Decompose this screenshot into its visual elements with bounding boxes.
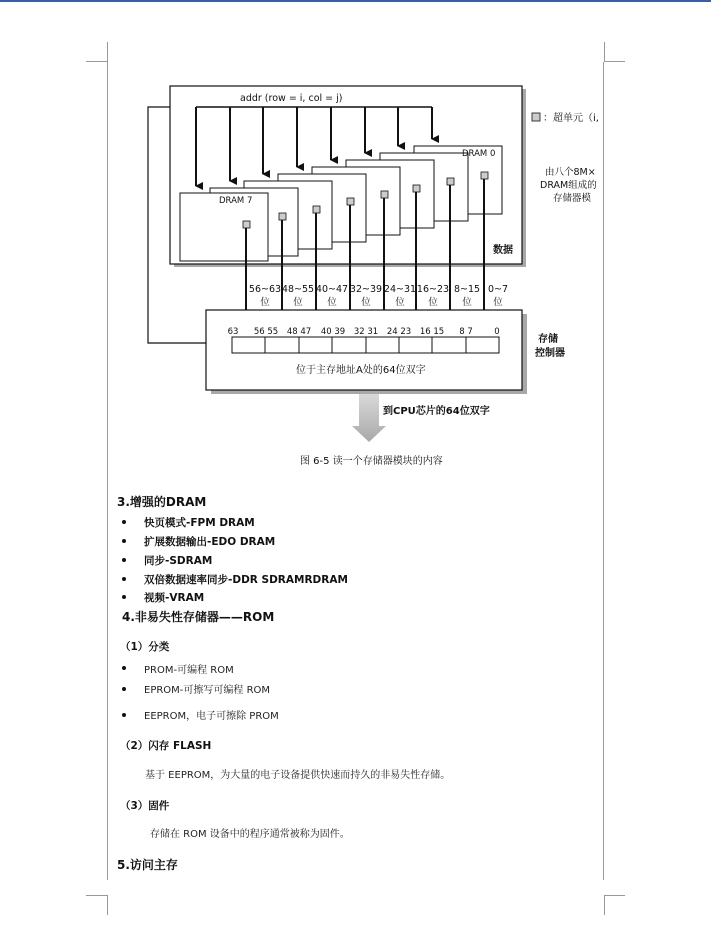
controller-label-1: 存储 [538,334,558,345]
side-note-line-2: DRAM组成的 [540,180,597,191]
bullet-dot [122,713,126,717]
legend-supercell-square [532,113,540,121]
s3-item-4: 双倍数据速率同步-DDR SDRAMRDRAM [144,574,348,586]
bit-suffix-3: 位 [361,297,371,308]
word-register [232,337,499,353]
s4-item-2: EPROM-可擦写可编程 ROM [144,685,271,696]
bullet-dot [122,577,126,581]
section-5-title: 5.访问主存 [117,858,178,872]
s3-item-1: 快页模式-FPM DRAM [144,517,255,529]
bullet-dot [122,666,126,670]
s3-item-3: 同步-SDRAM [144,555,213,567]
bit-suffix-2: 位 [327,297,337,308]
bit-suffix-1: 位 [293,297,303,308]
s4-subtitle-2: （2）闪存 FLASH [120,740,212,752]
crop-mark-br-v [604,895,605,915]
crop-mark-br-h [604,895,625,896]
bit-number-1: 56 55 [253,327,279,337]
section-4-title: 4.非易失性存储器——ROM [122,610,275,624]
bit-number-3: 40 39 [320,327,346,337]
bit-group-7: 0~7 [487,284,509,295]
to-cpu-label: 到CPU芯片的64位双字 [383,406,490,417]
bullet-dot [122,558,126,562]
section-3-title [117,493,206,510]
dram-0-label: DRAM 0 [462,149,496,159]
bit-group-5: 16~23 [416,284,450,295]
data-label: 数据 [493,245,513,256]
bit-suffix-5: 位 [428,297,438,308]
s3-item-5: 视频-VRAM [144,592,205,604]
section-3-title-text: 3.增强的DRAM [117,495,207,509]
bullet-dot [122,520,126,524]
bit-group-1: 48~55 [281,284,315,295]
bit-number-7: 8 7 [459,327,473,337]
memory-module-figure [0,2,711,482]
bullet-dot [122,687,126,691]
bit-group-3: 32~39 [349,284,383,295]
s4-item-1: PROM-可编程 ROM [144,665,234,676]
bit-number-2: 48 47 [286,327,312,337]
bit-group-labels [249,284,508,308]
legend-supercell-text: ：超单元（i, [543,113,599,124]
s4-item-3: EEPROM，电子可擦除 PROM [144,711,279,722]
crop-mark-bl-h [86,895,107,896]
bit-number-0: 63 [227,327,239,337]
s4-subtitle-1: （1）分类 [120,641,170,653]
s4-firmware-text: 存储在 ROM 设备中的程序通常被称为固件。 [150,829,350,840]
addr-label: addr (row = i, col = j) [240,93,343,104]
s4-subtitle-3: （3）固件 [120,800,170,812]
to-cpu-arrow [352,394,386,442]
bit-number-6: 16 15 [419,327,445,337]
figure-caption: 图 6-5 读一个存储器模块的内容 [300,456,443,467]
s3-item-2: 扩展数据输出-EDO DRAM [144,536,276,548]
bit-suffix-6: 位 [462,297,472,308]
bit-group-2: 40~47 [315,284,349,295]
dram-7-label: DRAM 7 [219,196,253,206]
crop-mark-bl-v [107,895,108,915]
bit-suffix-0: 位 [260,297,270,308]
bit-number-5: 24 23 [386,327,412,337]
bit-suffix-4: 位 [395,297,405,308]
controller-label-2: 控制器 [535,348,565,359]
word-label: 位于主存地址A处的64位双字 [296,365,426,376]
bit-number-4: 32 31 [353,327,379,337]
side-note-line-1: 由八个8M× [545,167,596,178]
bit-number-8: 0 [494,327,500,337]
s4-flash-text: 基于 EEPROM，为大量的电子设备提供快速而持久的非易失性存储。 [145,770,451,781]
bit-group-0: 56~63 [248,284,282,295]
bit-group-4: 24~31 [383,284,417,295]
bit-suffix-7: 位 [493,297,503,308]
bullet-dot [122,595,126,599]
side-note-line-3: 存储器模 [553,193,592,204]
bit-group-6: 8~15 [453,284,481,295]
bit-number-labels [228,327,500,337]
bullet-dot [122,539,126,543]
